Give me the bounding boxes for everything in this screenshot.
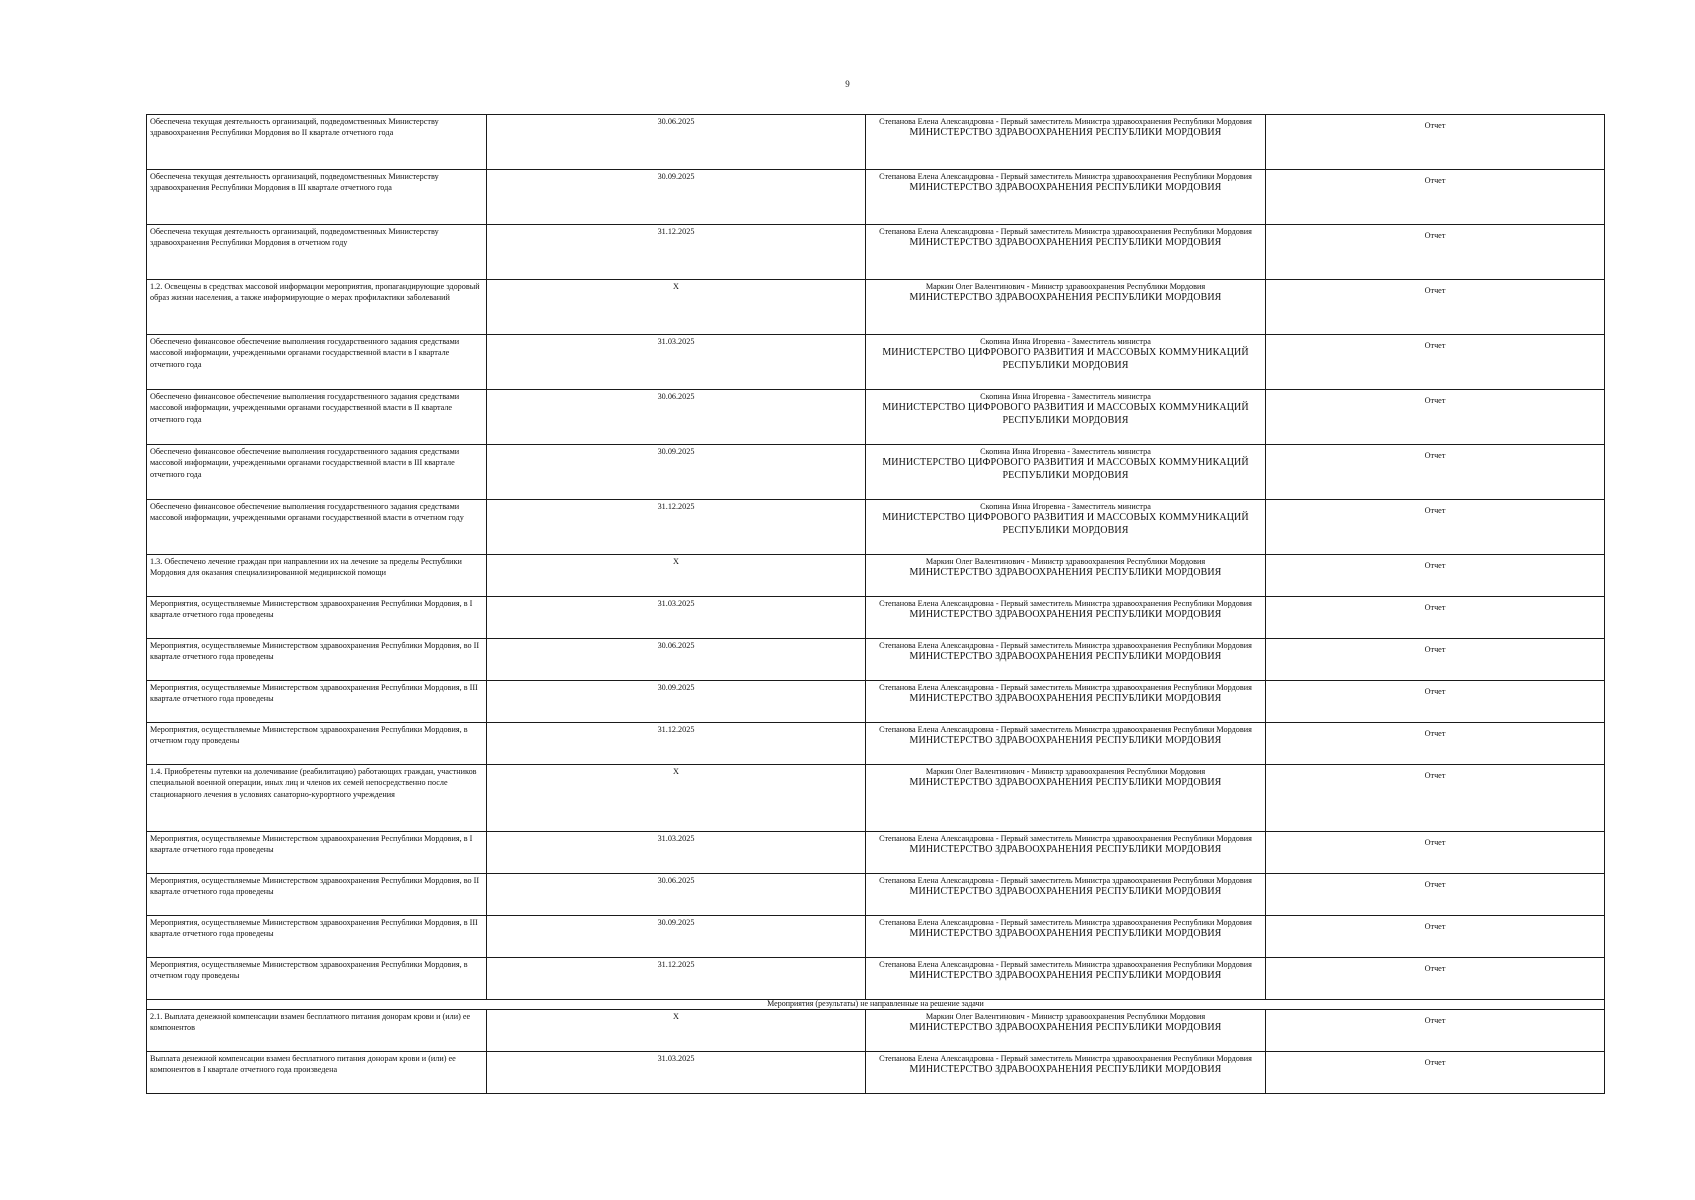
document-type-cell: Отчет: [1266, 765, 1605, 832]
responsible-person: Маркин Олег Валентинович - Министр здравоохранения Республики Мордовия: [925, 767, 1206, 776]
section-separator: Мероприятия (результаты) не направленные на решение задачи: [147, 1000, 1605, 1010]
task-cell: Выплата денежной компенсации взамен бесплатного питания донорам крови и (или) ее компонентов в I квартале отчетного года произведена: [147, 1052, 487, 1094]
date-cell: 30.09.2025: [487, 170, 866, 225]
date-cell: 30.09.2025: [487, 916, 866, 958]
table-row: [147, 597, 1605, 639]
responsible-cell: [866, 832, 1266, 874]
measures-table: [146, 114, 1605, 1094]
responsible-person: Степанова Елена Александровна - Первый заместитель Министра здравоохранения Республики Мордовия: [879, 876, 1252, 885]
responsible-organization: МИНИСТЕРСТВО ЗДРАВООХРАНЕНИЯ РЕСПУБЛИКИ МОРДОВИЯ: [909, 928, 1222, 940]
task-cell: Мероприятия, осуществляемые Министерством здравоохранения Республики Мордовия, в III квартале отчетного года проведены: [147, 916, 487, 958]
table-row: [147, 639, 1605, 681]
responsible-person: Маркин Олег Валентинович - Министр здравоохранения Республики Мордовия: [925, 557, 1206, 566]
responsible-organization: МИНИСТЕРСТВО ЗДРАВООХРАНЕНИЯ РЕСПУБЛИКИ МОРДОВИЯ: [909, 777, 1222, 789]
date-cell: 30.09.2025: [487, 681, 866, 723]
table-row: [147, 1052, 1605, 1094]
task-cell: Мероприятия, осуществляемые Министерством здравоохранения Республики Мордовия, в I квартале отчетного года проведены: [147, 597, 487, 639]
responsible-organization: МИНИСТЕРСТВО ЗДРАВООХРАНЕНИЯ РЕСПУБЛИКИ МОРДОВИЯ: [909, 651, 1222, 663]
responsible-organization: МИНИСТЕРСТВО ЗДРАВООХРАНЕНИЯ РЕСПУБЛИКИ МОРДОВИЯ: [909, 735, 1222, 747]
responsible-person: Степанова Елена Александровна - Первый заместитель Министра здравоохранения Республики Мордовия: [879, 227, 1252, 236]
date-cell: 31.12.2025: [487, 225, 866, 280]
document-type-cell: Отчет: [1266, 445, 1605, 500]
task-cell: Мероприятия, осуществляемые Министерством здравоохранения Республики Мордовия, во II квартале отчетного года проведены: [147, 639, 487, 681]
responsible-person: Степанова Елена Александровна - Первый заместитель Министра здравоохранения Республики Мордовия: [879, 960, 1252, 969]
responsible-cell: [866, 500, 1266, 555]
task-cell: 1.3. Обеспечено лечение граждан при направлении их на лечение за пределы Республики Мордовия для оказания специализированной медицинской помощи: [147, 555, 487, 597]
table-row: [147, 681, 1605, 723]
date-cell: 31.03.2025: [487, 597, 866, 639]
responsible-cell: [866, 723, 1266, 765]
responsible-organization: МИНИСТЕРСТВО ЗДРАВООХРАНЕНИЯ РЕСПУБЛИКИ МОРДОВИЯ: [909, 609, 1222, 621]
responsible-cell: [866, 597, 1266, 639]
responsible-organization: МИНИСТЕРСТВО ЗДРАВООХРАНЕНИЯ РЕСПУБЛИКИ МОРДОВИЯ: [909, 1064, 1222, 1076]
task-cell: Мероприятия, осуществляемые Министерством здравоохранения Республики Мордовия, в I квартале отчетного года проведены: [147, 832, 487, 874]
table-row: [147, 958, 1605, 1000]
responsible-cell: [866, 170, 1266, 225]
responsible-cell: [866, 958, 1266, 1000]
responsible-cell: [866, 639, 1266, 681]
date-cell: 31.12.2025: [487, 958, 866, 1000]
responsible-organization: МИНИСТЕРСТВО ЗДРАВООХРАНЕНИЯ РЕСПУБЛИКИ МОРДОВИЯ: [909, 1022, 1222, 1034]
responsible-person: Скопина Инна Игоревна - Заместитель министра: [980, 392, 1151, 401]
responsible-person: Степанова Елена Александровна - Первый заместитель Министра здравоохранения Республики Мордовия: [879, 117, 1252, 126]
measures-table-body: [147, 115, 1605, 1094]
table-row: [147, 765, 1605, 832]
responsible-person: Степанова Елена Александровна - Первый заместитель Министра здравоохранения Республики Мордовия: [879, 834, 1252, 843]
responsible-person: Степанова Елена Александровна - Первый заместитель Министра здравоохранения Республики Мордовия: [879, 599, 1252, 608]
document-type-cell: Отчет: [1266, 597, 1605, 639]
document-type-cell: Отчет: [1266, 390, 1605, 445]
table-row: [147, 390, 1605, 445]
responsible-cell: [866, 280, 1266, 335]
responsible-person: Скопина Инна Игоревна - Заместитель министра: [980, 502, 1151, 511]
responsible-person: Степанова Елена Александровна - Первый заместитель Министра здравоохранения Республики Мордовия: [879, 172, 1252, 181]
date-cell: 31.03.2025: [487, 335, 866, 390]
task-cell: 1.2. Освещены в средствах массовой информации мероприятия, пропагандирующие здоровый образ жизни населения, а также информирующие о мерах профилактики заболеваний: [147, 280, 487, 335]
document-type-cell: Отчет: [1266, 958, 1605, 1000]
responsible-person: Скопина Инна Игоревна - Заместитель министра: [980, 447, 1151, 456]
task-cell: Мероприятия, осуществляемые Министерством здравоохранения Республики Мордовия, в III квартале отчетного года проведены: [147, 681, 487, 723]
date-cell: X: [487, 555, 866, 597]
date-cell: 30.09.2025: [487, 445, 866, 500]
date-cell: 31.12.2025: [487, 500, 866, 555]
task-cell: 1.4. Приобретены путевки на долечивание (реабилитацию) работающих граждан, участников специальной военной операции, иных лиц и членов их семей непосредственно после стационарного лечения в условиях санаторно-курортного учреждения: [147, 765, 487, 832]
table-row: [147, 500, 1605, 555]
document-type-cell: Отчет: [1266, 225, 1605, 280]
responsible-cell: [866, 874, 1266, 916]
document-type-cell: Отчет: [1266, 832, 1605, 874]
page-number: 9: [845, 79, 850, 89]
responsible-organization: МИНИСТЕРСТВО ЗДРАВООХРАНЕНИЯ РЕСПУБЛИКИ МОРДОВИЯ: [909, 127, 1222, 139]
task-cell: Обеспечено финансовое обеспечение выполнения государственного задания средствами массовой информации, учрежденными органами государственной власти в II квартале отчетного года: [147, 390, 487, 445]
table-row: [147, 280, 1605, 335]
responsible-cell: [866, 916, 1266, 958]
responsible-person: Степанова Елена Александровна - Первый заместитель Министра здравоохранения Республики Мордовия: [879, 1054, 1252, 1063]
table-row: [147, 1010, 1605, 1052]
responsible-person: Скопина Инна Игоревна - Заместитель министра: [980, 337, 1151, 346]
date-cell: X: [487, 280, 866, 335]
date-cell: 31.03.2025: [487, 1052, 866, 1094]
document-type-cell: Отчет: [1266, 280, 1605, 335]
responsible-cell: [866, 1052, 1266, 1094]
task-cell: Мероприятия, осуществляемые Министерством здравоохранения Республики Мордовия, в отчетном году проведены: [147, 723, 487, 765]
responsible-person: Маркин Олег Валентинович - Министр здравоохранения Республики Мордовия: [925, 1012, 1206, 1021]
date-cell: X: [487, 1010, 866, 1052]
document-type-cell: Отчет: [1266, 555, 1605, 597]
responsible-organization: МИНИСТЕРСТВО ЗДРАВООХРАНЕНИЯ РЕСПУБЛИКИ МОРДОВИЯ: [909, 844, 1222, 856]
table-row: [147, 832, 1605, 874]
task-cell: Обеспечено финансовое обеспечение выполнения государственного задания средствами массовой информации, учрежденными органами государственной власти в отчетном году: [147, 500, 487, 555]
task-cell: Обеспечена текущая деятельность организаций, подведомственных Министерству здравоохранения Республики Мордовия во II квартале отчетного года: [147, 115, 487, 170]
document-type-cell: Отчет: [1266, 170, 1605, 225]
document-type-cell: Отчет: [1266, 916, 1605, 958]
task-cell: Обеспечена текущая деятельность организаций, подведомственных Министерству здравоохранения Республики Мордовия в III квартале отчетного года: [147, 170, 487, 225]
responsible-person: Степанова Елена Александровна - Первый заместитель Министра здравоохранения Республики Мордовия: [879, 918, 1252, 927]
task-cell: Мероприятия, осуществляемые Министерством здравоохранения Республики Мордовия, в отчетном году проведены: [147, 958, 487, 1000]
table-row: [147, 115, 1605, 170]
date-cell: 30.06.2025: [487, 390, 866, 445]
responsible-cell: [866, 225, 1266, 280]
document-type-cell: Отчет: [1266, 874, 1605, 916]
responsible-organization: МИНИСТЕРСТВО ЦИФРОВОГО РАЗВИТИЯ И МАССОВЫХ КОММУНИКАЦИЙ РЕСПУБЛИКИ МОРДОВИЯ: [882, 347, 1249, 371]
responsible-cell: [866, 1010, 1266, 1052]
table-row: [147, 555, 1605, 597]
responsible-organization: МИНИСТЕРСТВО ЗДРАВООХРАНЕНИЯ РЕСПУБЛИКИ МОРДОВИЯ: [909, 182, 1222, 194]
document-type-cell: Отчет: [1266, 723, 1605, 765]
responsible-cell: [866, 445, 1266, 500]
document-type-cell: Отчет: [1266, 335, 1605, 390]
responsible-organization: МИНИСТЕРСТВО ЗДРАВООХРАНЕНИЯ РЕСПУБЛИКИ МОРДОВИЯ: [909, 970, 1222, 982]
responsible-organization: МИНИСТЕРСТВО ЗДРАВООХРАНЕНИЯ РЕСПУБЛИКИ МОРДОВИЯ: [909, 693, 1222, 705]
responsible-organization: МИНИСТЕРСТВО ЗДРАВООХРАНЕНИЯ РЕСПУБЛИКИ МОРДОВИЯ: [909, 567, 1222, 579]
responsible-cell: [866, 681, 1266, 723]
responsible-cell: [866, 390, 1266, 445]
date-cell: X: [487, 765, 866, 832]
responsible-person: Маркин Олег Валентинович - Министр здравоохранения Республики Мордовия: [925, 282, 1206, 291]
table-row: [147, 170, 1605, 225]
table-row: [147, 445, 1605, 500]
responsible-organization: МИНИСТЕРСТВО ЗДРАВООХРАНЕНИЯ РЕСПУБЛИКИ МОРДОВИЯ: [909, 237, 1222, 249]
document-type-cell: Отчет: [1266, 115, 1605, 170]
date-cell: 31.03.2025: [487, 832, 866, 874]
document-type-cell: Отчет: [1266, 681, 1605, 723]
table-row: [147, 723, 1605, 765]
responsible-person: Степанова Елена Александровна - Первый заместитель Министра здравоохранения Республики Мордовия: [879, 725, 1252, 734]
responsible-organization: МИНИСТЕРСТВО ЦИФРОВОГО РАЗВИТИЯ И МАССОВЫХ КОММУНИКАЦИЙ РЕСПУБЛИКИ МОРДОВИЯ: [882, 402, 1249, 426]
date-cell: 30.06.2025: [487, 115, 866, 170]
table-row: [147, 916, 1605, 958]
date-cell: 30.06.2025: [487, 874, 866, 916]
task-cell: Обеспечена текущая деятельность организаций, подведомственных Министерству здравоохранения Республики Мордовия в отчетном году: [147, 225, 487, 280]
date-cell: 30.06.2025: [487, 639, 866, 681]
table-row: [147, 335, 1605, 390]
document-type-cell: Отчет: [1266, 500, 1605, 555]
responsible-organization: МИНИСТЕРСТВО ЗДРАВООХРАНЕНИЯ РЕСПУБЛИКИ МОРДОВИЯ: [909, 292, 1222, 304]
responsible-cell: [866, 765, 1266, 832]
responsible-organization: МИНИСТЕРСТВО ЗДРАВООХРАНЕНИЯ РЕСПУБЛИКИ МОРДОВИЯ: [909, 886, 1222, 898]
task-cell: Обеспечено финансовое обеспечение выполнения государственного задания средствами массовой информации, учрежденными органами государственной власти в I квартале отчетного года: [147, 335, 487, 390]
responsible-organization: МИНИСТЕРСТВО ЦИФРОВОГО РАЗВИТИЯ И МАССОВЫХ КОММУНИКАЦИЙ РЕСПУБЛИКИ МОРДОВИЯ: [882, 512, 1249, 536]
responsible-cell: [866, 555, 1266, 597]
document-type-cell: Отчет: [1266, 1052, 1605, 1094]
task-cell: Мероприятия, осуществляемые Министерством здравоохранения Республики Мордовия, во II квартале отчетного года проведены: [147, 874, 487, 916]
responsible-person: Степанова Елена Александровна - Первый заместитель Министра здравоохранения Республики Мордовия: [879, 683, 1252, 692]
section-separator-row: [147, 1000, 1605, 1010]
responsible-person: Степанова Елена Александровна - Первый заместитель Министра здравоохранения Республики Мордовия: [879, 641, 1252, 650]
responsible-organization: МИНИСТЕРСТВО ЦИФРОВОГО РАЗВИТИЯ И МАССОВЫХ КОММУНИКАЦИЙ РЕСПУБЛИКИ МОРДОВИЯ: [882, 457, 1249, 481]
date-cell: 31.12.2025: [487, 723, 866, 765]
task-cell: 2.1. Выплата денежной компенсации взамен бесплатного питания донорам крови и (или) ее компонентов: [147, 1010, 487, 1052]
responsible-cell: [866, 335, 1266, 390]
document-type-cell: Отчет: [1266, 639, 1605, 681]
table-row: [147, 874, 1605, 916]
document-type-cell: Отчет: [1266, 1010, 1605, 1052]
responsible-cell: [866, 115, 1266, 170]
task-cell: Обеспечено финансовое обеспечение выполнения государственного задания средствами массовой информации, учрежденными органами государственной власти в III квартале отчетного года: [147, 445, 487, 500]
table-row: [147, 225, 1605, 280]
